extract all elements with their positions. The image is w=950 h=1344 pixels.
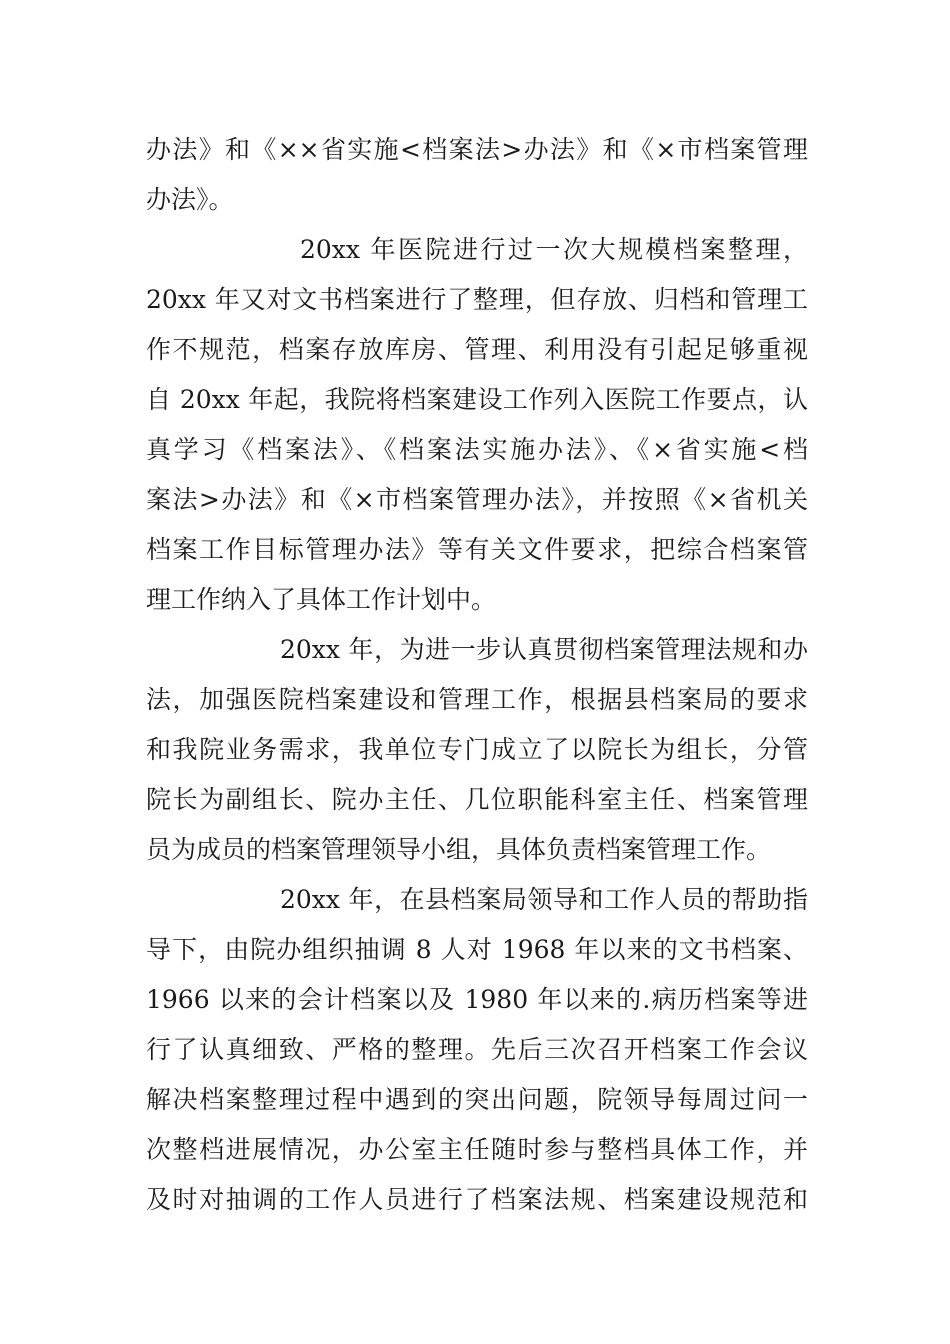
paragraph-line: 20xx 年又对文书档案进行了整理，但存放、归档和管理工 <box>146 285 808 314</box>
paragraph-line: 次整档进展情况，办公室主任随时参与整档具体工作，并 <box>146 1135 808 1164</box>
paragraph-line: 真学习《档案法》、《档案法实施办法》、《×省实施<档 <box>146 435 808 464</box>
paragraph-line: 及时对抽调的工作人员进行了档案法规、档案建设规范和 <box>146 1185 808 1214</box>
paragraph-line: 20xx 年，在县档案局领导和工作人员的帮助指 <box>280 885 808 914</box>
paragraph-line: 解决档案整理过程中遇到的突出问题，院领导每周过问一 <box>146 1085 808 1114</box>
paragraph-line: 员为成员的档案管理领导小组，具体负责档案管理工作。 <box>146 835 772 864</box>
paragraph-line: 行了认真细致、严格的整理。先后三次召开档案工作会议 <box>146 1035 808 1064</box>
paragraph-line: 院长为副组长、院办主任、几位职能科室主任、档案管理 <box>146 785 808 814</box>
paragraph-line: 1966 以来的会计档案以及 1980 年以来的.病历档案等进 <box>146 985 808 1014</box>
paragraph-line: 和我院业务需求，我单位专门成立了以院长为组长，分管 <box>146 735 808 764</box>
paragraph-line: 自 20xx 年起，我院将档案建设工作列入医院工作要点，认 <box>146 385 808 414</box>
paragraph-line: 案法>办法》和《×市档案管理办法》，并按照《×省机关 <box>146 485 808 514</box>
paragraph-line: 理工作纳入了具体工作计划中。 <box>146 585 497 614</box>
paragraph-line: 办法》。 <box>146 185 234 214</box>
paragraph-line: 档案工作目标管理办法》等有关文件要求，把综合档案管 <box>146 535 808 564</box>
paragraph-line: 办法》和《××省实施<档案法>办法》和《×市档案管理 <box>146 135 808 164</box>
paragraph-line: 导下，由院办组织抽调 8 人对 1968 年以来的文书档案、 <box>146 935 808 964</box>
paragraph-line: 法，加强医院档案建设和管理工作，根据县档案局的要求 <box>146 685 808 714</box>
paragraph-line: 作不规范，档案存放库房、管理、利用没有引起足够重视 <box>146 335 808 364</box>
paragraph-line: 20xx 年，为进一步认真贯彻档案管理法规和办 <box>280 635 808 664</box>
paragraph-line: 20xx 年医院进行过一次大规模档案整理， <box>300 235 808 264</box>
